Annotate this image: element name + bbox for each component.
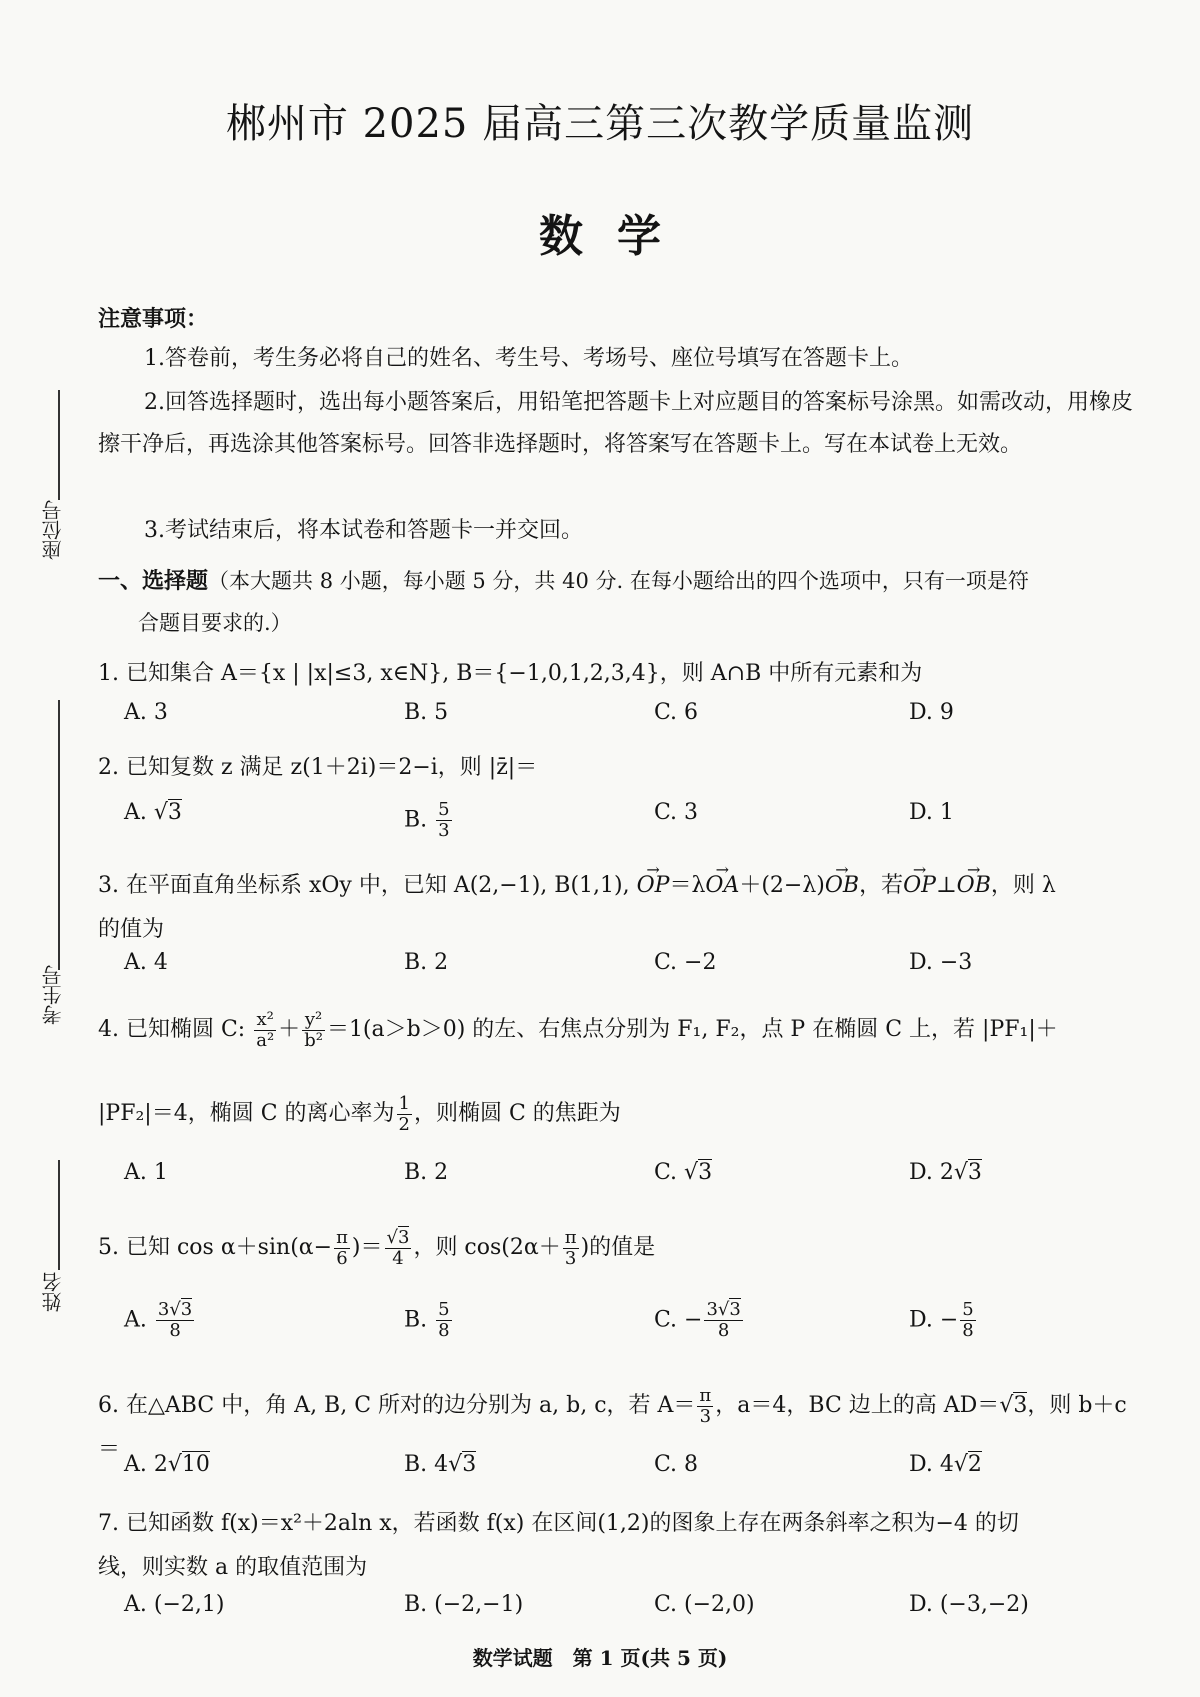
q1-option-b: B. 5 (404, 700, 449, 725)
q2-option-d: D. 1 (909, 800, 954, 825)
subject-title: 数学 (539, 211, 695, 262)
question-5-options (124, 1300, 1124, 1344)
notice-item-3: 3.考试结束后，将本试卷和答题卡一并交回。 (144, 518, 583, 543)
question-7: 7. 已知函数 f(x)＝x²＋2aln x，若函数 f(x) 在区间(1,2)的图象上存在两条斜率之积为−4 的切 线，则实数 a 的取值范围为 (98, 1511, 1019, 1580)
q3-option-a: A. 4 (124, 950, 168, 975)
q7-option-d: D. (−3,−2) (909, 1592, 1029, 1617)
question-6-options (124, 1452, 1124, 1496)
section-desc-cont: 合题目要求的.） (138, 611, 292, 635)
question-3-options (124, 950, 1124, 994)
notice-item-2: 2.回答选择题时，选出每小题答案后，用铅笔把答题卡上对应题目的答案标号涂黑。如需改动，用橡皮擦干净后，再选涂其他答案标号。回答非选择题时，将答案写在答题卡上。写在本试卷上无效。 (98, 390, 1133, 457)
q4-option-c: C. √3 (654, 1160, 713, 1185)
notice-item-1: 1.答卷前，考生务必将自己的姓名、考生号、考场号、座位号填写在答题卡上。 (144, 346, 913, 371)
exam-no-label: 考生号 (41, 965, 65, 1025)
q2-option-a: A. √3 (124, 800, 182, 825)
question-4-options (124, 1160, 1124, 1204)
page-title: 郴州市 2025 届高三第三次教学质量监测 (225, 101, 975, 147)
question-6: 6. 在△ABC 中，角 A, B, C 所对的边分别为 a, b, c，若 A＝ $\frac{\pi}{3}$ ，a＝4，BC 边上的高 AD＝√3，则 b＋c＝ (98, 1384, 1127, 1462)
q6-option-a: A. 2√10 (124, 1452, 210, 1477)
q1-option-c: C. 6 (654, 700, 699, 725)
q3-option-b: B. 2 (404, 950, 449, 975)
notice-heading: 注意事项： (98, 306, 209, 332)
seat-label: 座位号 (41, 500, 65, 560)
question-4-cont: |PF₂|＝4，椭圆 C 的离心率为 $\frac{1}{2}$ ，则椭圆 C 的焦距为 (98, 1092, 621, 1135)
q6-option-c: C. 8 (654, 1452, 699, 1477)
q5-option-a: A. $\frac{3√3}{8}$ (124, 1299, 193, 1341)
q1-option-d: D. 9 (909, 700, 954, 725)
q4-option-d: D. 2√3 (909, 1160, 982, 1185)
q4-option-a: A. 1 (124, 1160, 168, 1185)
question-7-options (124, 1592, 1124, 1636)
q5-option-c: C. − $\frac{3√3}{8}$ (654, 1299, 741, 1341)
q7-option-b: B. (−2,−1) (404, 1592, 524, 1617)
q4-option-b: B. 2 (404, 1160, 449, 1185)
q1-option-a: A. 3 (124, 700, 168, 725)
exam-no-line (58, 700, 60, 970)
section-desc: （本大题共 8 小题，每小题 5 分，共 40 分. 在每小题给出的四个选项中，只有一项是符 (208, 569, 1029, 593)
q2-option-b: B. $\frac{5}{3}$ (404, 799, 450, 841)
question-2-options (124, 800, 1124, 844)
q2-option-c: C. 3 (654, 800, 699, 825)
q3-option-d: D. −3 (909, 950, 973, 975)
q6-option-d: D. 4√2 (909, 1452, 982, 1477)
name-line (58, 1160, 60, 1270)
question-4: 4. 已知椭圆 C: $\frac{\text{x²}}{\text{a²}}$ ＋ $\frac{\text{y²}}{\text{b²}}$ ＝1(a＞b＞0) 的左、右焦点分别为 F₁, F₂，点 P 在椭圆 C 上，若 |PF₁|＋ (98, 1008, 1058, 1051)
page-footer: 数学试题 第 1 页(共 5 页) (472, 1646, 728, 1670)
section-title: 一、选择题 (98, 568, 209, 594)
question-1: 1. 已知集合 A＝{x | |x|≤3, x∈N}, B＝{−1,0,1,2,3,4}，则 A∩B 中所有元素和为 (98, 661, 923, 686)
question-1-options (124, 700, 1124, 744)
q3-option-c: C. −2 (654, 950, 717, 975)
q5-option-d: D. − $\frac{5}{8}$ (909, 1299, 974, 1341)
name-label: 姓名 (41, 1272, 65, 1312)
question-2: 2. 已知复数 z 满足 z(1＋2i)＝2−i，则 |z̄|＝ (98, 755, 538, 780)
q7-option-a: A. (−2,1) (124, 1592, 225, 1617)
section-header (98, 560, 1138, 644)
q7-option-c: C. (−2,0) (654, 1592, 755, 1617)
question-3: 3. 在平面直角坐标系 xOy 中，已知 A(2,−1), B(1,1), → OP＝λ→ OA＋(2−λ)→ OB，若→ OP⊥→ OB，则 λ 的值为 (98, 864, 1148, 952)
question-5: 5. 已知 cos α＋sin(α− $\frac{\pi}{6}$ )＝ $\frac{√3}{4}$ ，则 cos(2α＋ $\frac{\pi}{3}$ )的值是 (98, 1226, 656, 1269)
q6-option-b: B. 4√3 (404, 1452, 477, 1477)
seat-line (58, 390, 60, 500)
q5-option-b: B. $\frac{5}{8}$ (404, 1299, 450, 1341)
